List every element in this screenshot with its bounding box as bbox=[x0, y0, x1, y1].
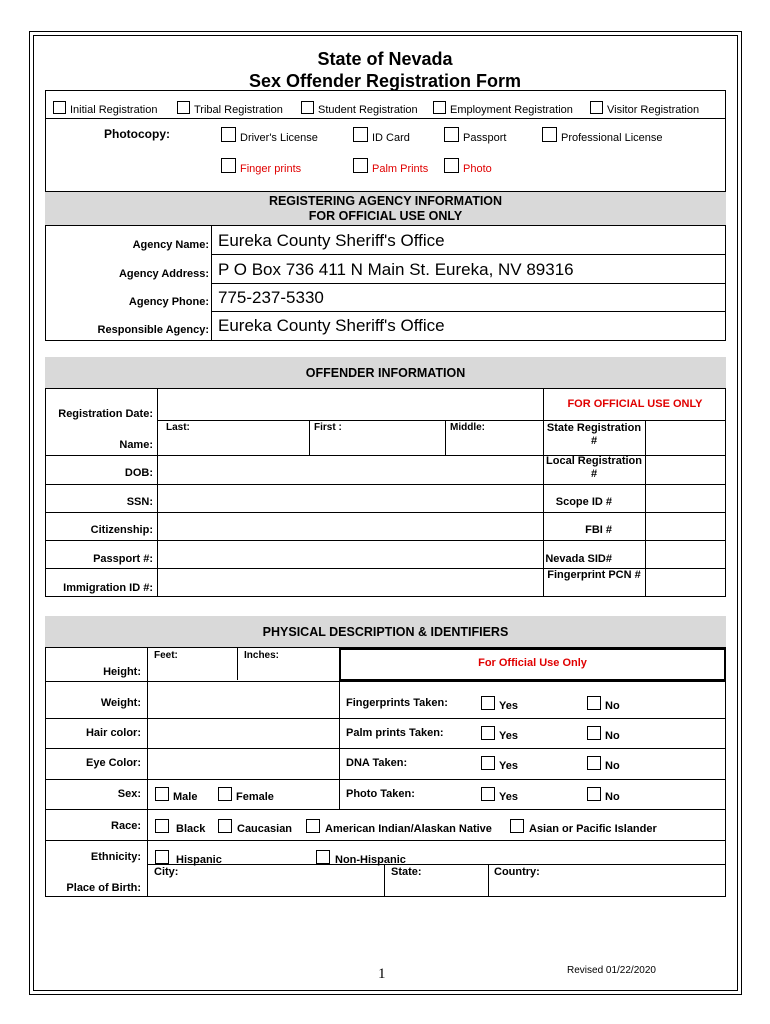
divider bbox=[45, 118, 726, 119]
scope-id-label: Scope ID # bbox=[555, 496, 612, 508]
palm-no-checkbox[interactable] bbox=[587, 726, 601, 740]
weight-label: Weight: bbox=[100, 697, 141, 709]
race-caucasian-checkbox[interactable] bbox=[218, 819, 232, 833]
divider bbox=[45, 779, 726, 780]
id-card-label: ID Card bbox=[372, 132, 410, 144]
registration-date-field[interactable] bbox=[158, 390, 542, 419]
palm-no-option[interactable] bbox=[587, 726, 620, 742]
sex-male-checkbox[interactable] bbox=[155, 787, 169, 801]
no-label: No bbox=[605, 760, 620, 772]
eye-color-label: Eye Color: bbox=[85, 757, 141, 769]
non-hispanic-checkbox[interactable] bbox=[316, 850, 330, 864]
agency-name-field[interactable]: Eureka County Sheriff's Office bbox=[218, 231, 445, 250]
divider bbox=[488, 864, 489, 897]
city-label: City: bbox=[154, 866, 179, 878]
hispanic-option[interactable] bbox=[155, 850, 222, 866]
ethnicity-label: Ethnicity: bbox=[90, 851, 141, 863]
fingerprints-taken-label: Fingerprints Taken: bbox=[346, 697, 448, 709]
divider bbox=[237, 648, 238, 680]
race-asian-option[interactable] bbox=[510, 819, 657, 835]
race-black-label: Black bbox=[176, 823, 206, 835]
divider bbox=[45, 484, 726, 485]
divider bbox=[211, 254, 726, 255]
no-label: No bbox=[605, 791, 620, 803]
palm-yes-checkbox[interactable] bbox=[481, 726, 495, 740]
employment-registration-label: Employment Registration bbox=[450, 104, 573, 116]
agency-header-line1: REGISTERING AGENCY INFORMATION bbox=[268, 194, 503, 208]
race-asian-checkbox[interactable] bbox=[510, 819, 524, 833]
photo-no-option[interactable] bbox=[587, 787, 620, 803]
physical-official-use-label: For Official Use Only bbox=[478, 657, 587, 669]
place-of-birth-label: Place of Birth: bbox=[66, 882, 141, 894]
palm-prints-taken-label: Palm prints Taken: bbox=[346, 727, 444, 739]
hair-color-label: Hair color: bbox=[85, 727, 141, 739]
non-hispanic-option[interactable] bbox=[316, 850, 406, 866]
divider bbox=[211, 311, 726, 312]
sex-female-option[interactable] bbox=[218, 787, 274, 803]
photocopy-label: Photocopy: bbox=[104, 127, 170, 141]
height-label: Height: bbox=[103, 666, 141, 678]
race-black-option[interactable] bbox=[155, 819, 205, 835]
citizenship-label: Citizenship: bbox=[90, 524, 153, 536]
dob-label: DOB: bbox=[124, 467, 153, 479]
visitor-registration-label: Visitor Registration bbox=[607, 104, 700, 116]
divider bbox=[45, 809, 726, 810]
non-hispanic-label: Non-Hispanic bbox=[335, 854, 406, 866]
yes-label: Yes bbox=[499, 791, 518, 803]
nevada-sid-label: Nevada SID# bbox=[545, 553, 612, 565]
fingerprints-yes-checkbox[interactable] bbox=[481, 696, 495, 710]
yes-label: Yes bbox=[499, 760, 518, 772]
agency-name-label: Agency Name: bbox=[132, 239, 209, 251]
student-registration-label: Student Registration bbox=[318, 104, 418, 116]
dna-taken-label: DNA Taken: bbox=[346, 757, 408, 769]
yes-label: Yes bbox=[499, 730, 518, 742]
finger-prints-label: Finger prints bbox=[240, 163, 302, 175]
agency-phone-field[interactable]: 775-237-5330 bbox=[218, 288, 324, 307]
registration-date-label: Registration Date: bbox=[58, 408, 153, 420]
agency-address-label: Agency Address: bbox=[118, 268, 209, 280]
country-label: Country: bbox=[494, 866, 540, 878]
form-title-line1: State of Nevada bbox=[317, 49, 453, 69]
dna-yes-option[interactable] bbox=[481, 756, 518, 772]
no-label: No bbox=[605, 700, 620, 712]
fbi-label: FBI # bbox=[585, 524, 612, 536]
race-asian-label: Asian or Pacific Islander bbox=[529, 823, 657, 835]
yes-label: Yes bbox=[499, 700, 518, 712]
no-label: No bbox=[605, 730, 620, 742]
professional-license-label: Professional License bbox=[561, 132, 663, 144]
photo-no-checkbox[interactable] bbox=[587, 787, 601, 801]
name-label: Name: bbox=[119, 439, 153, 451]
divider bbox=[45, 718, 726, 719]
feet-label: Feet: bbox=[154, 650, 178, 661]
divider bbox=[339, 681, 340, 809]
divider bbox=[445, 420, 446, 455]
hispanic-label: Hispanic bbox=[176, 854, 222, 866]
sex-female-checkbox[interactable] bbox=[218, 787, 232, 801]
drivers-license-label: Driver's License bbox=[240, 132, 318, 144]
dna-yes-checkbox[interactable] bbox=[481, 756, 495, 770]
offender-official-use-label: FOR OFFICIAL USE ONLY bbox=[567, 398, 703, 410]
race-caucasian-option[interactable] bbox=[218, 819, 292, 835]
photo-yes-option[interactable] bbox=[481, 787, 518, 803]
physical-header: PHYSICAL DESCRIPTION & IDENTIFIERS bbox=[45, 616, 726, 648]
form-title-line2: Sex Offender Registration Form bbox=[248, 71, 522, 91]
sex-male-option[interactable] bbox=[155, 787, 197, 803]
photo-taken-label: Photo Taken: bbox=[346, 788, 415, 800]
divider bbox=[45, 681, 726, 682]
ssn-label: SSN: bbox=[126, 496, 153, 508]
race-caucasian-label: Caucasian bbox=[237, 823, 293, 835]
hispanic-checkbox[interactable] bbox=[155, 850, 169, 864]
last-name-label: Last: bbox=[166, 422, 190, 433]
page-number: 1 bbox=[378, 966, 386, 982]
divider bbox=[45, 540, 726, 541]
divider bbox=[45, 748, 726, 749]
immigration-id-label: Immigration ID #: bbox=[63, 582, 153, 594]
photo-label: Photo bbox=[463, 163, 492, 175]
inches-label: Inches: bbox=[244, 650, 280, 661]
divider bbox=[45, 840, 726, 841]
sex-label: Sex: bbox=[117, 788, 141, 800]
passport-label: Passport bbox=[463, 132, 507, 144]
divider bbox=[45, 512, 726, 513]
divider bbox=[309, 420, 310, 455]
divider bbox=[384, 864, 385, 897]
palm-yes-option[interactable] bbox=[481, 726, 518, 742]
dna-no-option[interactable] bbox=[587, 756, 620, 772]
divider bbox=[157, 420, 726, 421]
divider bbox=[147, 864, 726, 865]
divider bbox=[645, 420, 646, 597]
agency-header bbox=[45, 191, 726, 226]
race-label: Race: bbox=[111, 820, 141, 832]
fingerprints-yes-option[interactable] bbox=[481, 696, 518, 712]
photo-yes-checkbox[interactable] bbox=[481, 787, 495, 801]
offender-header: OFFENDER INFORMATION bbox=[45, 357, 726, 389]
fingerprints-no-option[interactable] bbox=[587, 696, 620, 712]
race-american-indian-label: American Indian/Alaskan Native bbox=[325, 823, 492, 835]
state-registration-label: State Registration # bbox=[546, 422, 642, 447]
palm-prints-label: Palm Prints bbox=[372, 163, 429, 175]
agency-header-line2: FOR OFFICIAL USE ONLY bbox=[308, 209, 463, 223]
passport-number-label: Passport #: bbox=[93, 553, 153, 565]
responsible-agency-label: Responsible Agency: bbox=[97, 324, 209, 336]
divider bbox=[147, 648, 148, 897]
fingerprints-no-checkbox[interactable] bbox=[587, 696, 601, 710]
tribal-registration-label: Tribal Registration bbox=[194, 104, 283, 116]
race-black-checkbox[interactable] bbox=[155, 819, 169, 833]
first-name-label: First : bbox=[314, 422, 342, 433]
divider bbox=[211, 283, 726, 284]
agency-phone-label: Agency Phone: bbox=[128, 296, 209, 308]
state-label: State: bbox=[391, 866, 422, 878]
sex-female-label: Female bbox=[236, 791, 274, 803]
dna-no-checkbox[interactable] bbox=[587, 756, 601, 770]
race-american-indian-checkbox[interactable] bbox=[306, 819, 320, 833]
initial-registration-label: Initial Registration bbox=[70, 104, 158, 116]
local-registration-label: Local Registration # bbox=[546, 455, 642, 480]
fingerprint-pcn-label: Fingerprint PCN # bbox=[547, 569, 641, 581]
responsible-agency-field[interactable]: Eureka County Sheriff's Office bbox=[218, 316, 445, 335]
revised-date: Revised 01/22/2020 bbox=[567, 965, 656, 976]
agency-address-field[interactable]: P O Box 736 411 N Main St. Eureka, NV 89316 bbox=[218, 260, 574, 279]
middle-name-label: Middle: bbox=[450, 422, 485, 433]
race-american-indian-option[interactable] bbox=[306, 819, 492, 835]
sex-male-label: Male bbox=[173, 791, 198, 803]
